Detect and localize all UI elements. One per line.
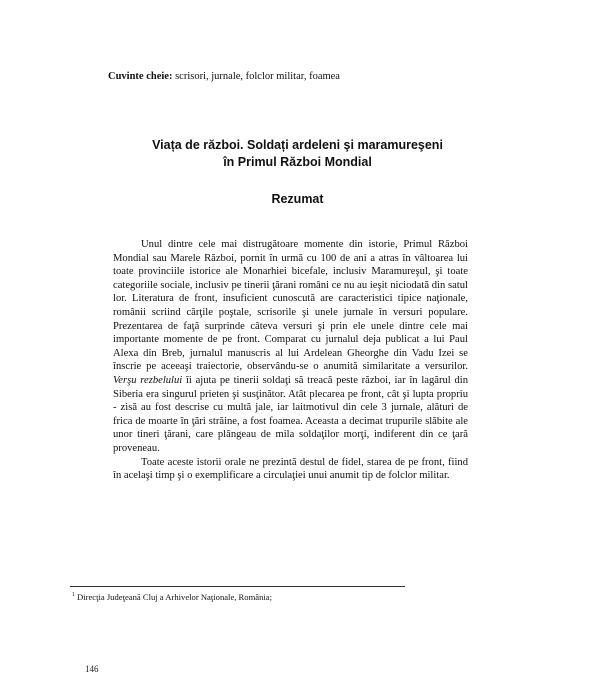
keywords-line [108, 70, 508, 83]
abstract-italic-phrase: Verşu rezbelului [113, 374, 183, 386]
title-line-1: Viața de război. Soldați ardeleni şi maramureşeni [152, 138, 443, 152]
footnote-divider [70, 586, 405, 587]
abstract-text-1a: Unul dintre cele mai distrugătoare momente din istorie, Primul Război Mondial sau Marele Război, pornit în urmă cu 100 de ani a atras în vâltoarea lui toate provinciile istorice ale Monarhiei bicefale, inclusiv Maramureşul, şi toate categoriile sociale, inclusiv pe tinerii ţărani români ce nu au ieşit niciodată din satul lor. Literatura de front, insuficient cunoscută are caracteristici tipice naţionale, românii scriind cărţile poştale, scrisorile şi unele jurnale în versuri populare. Prezentarea de faţă surprinde câteva versuri şi prin ele unele dintre cele mai importante momente de pe front. Comparat cu jurnalul deja publicat a lui Paul Alexa din Breb, jurnalul manuscris al lui Ardelean Gheorghe din Vadu Izei se înscrie pe aceeaşi traiectorie, observându-se o anumită similaritate a versurilor. [113, 239, 468, 373]
article-title [120, 137, 475, 171]
title-line-2: în Primul Război Mondial [223, 155, 372, 169]
abstract-paragraph-2: Toate aceste istorii orale ne prezintă destul de fidel, starea de pe front, fiind în acelaşi timp şi o exemplificare a circulaţiei unui anumit tip de folclor militar. [113, 456, 468, 482]
footnote-text: Direcţia Judeţeană Cluj a Arhivelor Naţionale, România; [77, 591, 272, 602]
footnote [72, 590, 472, 603]
section-heading: Rezumat [271, 192, 324, 206]
page-number: 146 [85, 664, 99, 674]
abstract-body [113, 238, 468, 483]
footnote-marker: 1 [72, 592, 75, 598]
keywords-value: scrisori, jurnale, folclor militar, foamea [175, 71, 340, 82]
keywords-label: Cuvinte cheie: [108, 71, 173, 82]
abstract-text-1b: îi ajuta pe tinerii soldaţi să treacă peste război, iar în lagărul din Siberia era singurul prieten şi susţinător. Atât plecarea pe front, cât şi lupta propriu - zisă au fost descrise cu multă jale, iar laitmotivul din cele 3 jurnale, alături de frica de moarte în ţări străine, a fost foamea. Aceasta a decimat trupurile slăbite ale unor tineri ţărani, care plângeau de mila soldaţilor morţi, indiferent din ce ţară proveneau. [113, 374, 468, 454]
abstract-paragraph-1 [113, 238, 468, 456]
